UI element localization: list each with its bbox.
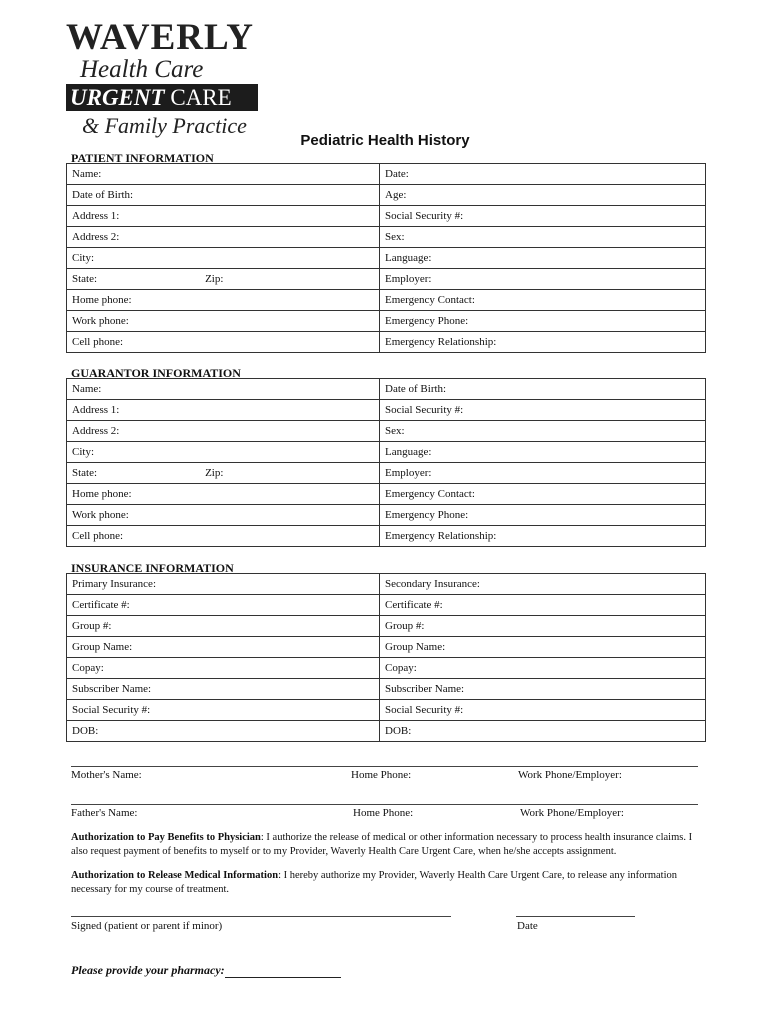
field-label: Subscriber Name: [385, 683, 465, 695]
field-label: Social Security #: [72, 704, 151, 716]
patient-info-table [66, 163, 706, 353]
father-name-label: Father's Name: [71, 807, 138, 819]
mother-home-phone-label: Home Phone: [351, 769, 412, 781]
father-work-phone-label: Work Phone/Employer: [520, 807, 624, 819]
field-label: Employer: [385, 467, 432, 479]
field-cell-right[interactable] [380, 484, 706, 505]
field-label: Emergency Phone: [385, 315, 469, 327]
field-cell-left[interactable] [67, 164, 380, 185]
field-cell-right[interactable] [380, 206, 706, 227]
field-label: Secondary Insurance: [385, 578, 480, 590]
form-row [67, 637, 706, 658]
authorization-release-info [71, 869, 701, 897]
mother-name-label: Mother's Name: [71, 769, 142, 781]
form-row [67, 505, 706, 526]
field-cell-left[interactable] [67, 379, 380, 400]
field-label: Sex: [385, 231, 405, 243]
field-label: Copay: [385, 662, 417, 674]
form-row [67, 400, 706, 421]
form-row [67, 311, 706, 332]
form-row [67, 595, 706, 616]
clinic-logo [66, 17, 258, 141]
guarantor-section-heading: GUARANTOR INFORMATION [71, 366, 241, 380]
auth-pay-text: : I authorize the release of medical or other information necessary to process health insurance claims. I also request payment of benefits to myself or to my Provider, Waverly Health Care Urgent Care, when he/she accepts assignment. [71, 832, 693, 857]
field-label: Home phone: [72, 488, 132, 500]
field-cell-right[interactable] [380, 637, 706, 658]
auth-pay-label: Authorization to Pay Benefits to Physician [71, 832, 261, 843]
field-cell-left[interactable] [67, 421, 380, 442]
field-cell-right[interactable] [380, 311, 706, 332]
field-cell-left[interactable] [67, 400, 380, 421]
field-label: Date of Birth: [72, 189, 134, 201]
field-cell-left[interactable] [67, 269, 380, 290]
field-cell-left[interactable] [67, 505, 380, 526]
field-cell-left[interactable] [67, 700, 380, 721]
insurance-info-table [66, 573, 706, 742]
field-cell-left[interactable] [67, 332, 380, 353]
field-label: Age: [385, 189, 407, 201]
form-row [67, 484, 706, 505]
field-cell-right[interactable] [380, 290, 706, 311]
field-label: City: [72, 446, 95, 458]
form-row [67, 248, 706, 269]
field-label: Emergency Relationship: [385, 530, 497, 542]
field-cell-left[interactable] [67, 248, 380, 269]
field-label: Subscriber Name: [72, 683, 152, 695]
field-cell-left[interactable] [67, 185, 380, 206]
logo-line-urgent-care [66, 84, 258, 111]
form-title: Pediatric Health History [300, 132, 470, 149]
field-label: Social Security #: [385, 210, 464, 222]
logo-urgent: URGENT [70, 85, 165, 110]
form-row [67, 658, 706, 679]
field-label: Primary Insurance: [72, 578, 156, 590]
logo-line-health-care: Health Care [80, 56, 204, 83]
father-info-line[interactable] [71, 804, 698, 805]
field-cell-right[interactable] [380, 379, 706, 400]
field-label: Cell phone: [72, 336, 124, 348]
form-row [67, 227, 706, 248]
form-row [67, 164, 706, 185]
field-label: City: [72, 252, 95, 264]
field-label: Emergency Contact: [385, 488, 475, 500]
field-label: Emergency Phone: [385, 509, 469, 521]
father-home-phone-label: Home Phone: [353, 807, 414, 819]
field-cell-left[interactable] [67, 463, 380, 484]
authorization-pay-benefits [71, 831, 701, 859]
field-cell-right[interactable] [380, 332, 706, 353]
field-cell-right[interactable] [380, 595, 706, 616]
field-cell-right[interactable] [380, 227, 706, 248]
field-label: Group #: [385, 620, 425, 632]
form-row [67, 290, 706, 311]
field-label: Group Name: [72, 641, 133, 653]
field-label: DOB: [72, 725, 99, 737]
logo-care: CARE [170, 85, 232, 110]
field-cell-left[interactable] [67, 311, 380, 332]
field-cell-right[interactable] [380, 164, 706, 185]
field-label: State: [72, 273, 98, 285]
date-label: Date [517, 920, 538, 932]
field-cell-right[interactable] [380, 248, 706, 269]
field-label: Language: [385, 252, 432, 264]
form-row [67, 616, 706, 637]
field-cell-left[interactable] [67, 658, 380, 679]
field-cell-left[interactable] [67, 595, 380, 616]
form-row [67, 379, 706, 400]
field-cell-left[interactable] [67, 227, 380, 248]
field-cell-left[interactable] [67, 206, 380, 227]
field-label: Group #: [72, 620, 112, 632]
insurance-section-heading: INSURANCE INFORMATION [71, 561, 234, 575]
form-row [67, 206, 706, 227]
form-row [67, 574, 706, 595]
field-label: Employer: [385, 273, 432, 285]
field-label: Name: [72, 168, 102, 180]
field-label: Work phone: [72, 315, 129, 327]
form-row [67, 442, 706, 463]
field-label: Name: [72, 383, 102, 395]
signed-label: Signed (patient or parent if minor) [71, 920, 223, 932]
field-cell-left[interactable] [67, 616, 380, 637]
field-label: Copay: [72, 662, 104, 674]
mother-info-line[interactable] [71, 766, 698, 767]
field-cell-left[interactable] [67, 484, 380, 505]
form-row [67, 332, 706, 353]
field-cell-right[interactable] [380, 442, 706, 463]
field-cell-left[interactable] [67, 442, 380, 463]
form-row [67, 721, 706, 742]
field-cell-right[interactable] [380, 679, 706, 700]
patient-section-heading: PATIENT INFORMATION [71, 151, 214, 165]
pharmacy-field[interactable] [225, 965, 341, 978]
zip-label: Zip: [205, 467, 224, 479]
pharmacy-prompt [71, 963, 341, 978]
field-cell-right[interactable] [380, 185, 706, 206]
field-label: Certificate #: [385, 599, 443, 611]
field-label: Address 1: [72, 404, 120, 416]
field-cell-right[interactable] [380, 721, 706, 742]
field-cell-left[interactable] [67, 637, 380, 658]
form-row [67, 463, 706, 484]
field-cell-right[interactable] [380, 658, 706, 679]
field-cell-right[interactable] [380, 400, 706, 421]
zip-label: Zip: [205, 273, 224, 285]
field-label: Home phone: [72, 294, 132, 306]
field-label: Group Name: [385, 641, 446, 653]
field-cell-left[interactable] [67, 526, 380, 547]
field-cell-right[interactable] [380, 505, 706, 526]
form-row [67, 526, 706, 547]
field-cell-right[interactable] [380, 463, 706, 484]
field-cell-right[interactable] [380, 269, 706, 290]
field-label: Emergency Contact: [385, 294, 475, 306]
date-line[interactable] [516, 916, 635, 917]
form-row [67, 700, 706, 721]
field-cell-right[interactable] [380, 616, 706, 637]
field-label: Work phone: [72, 509, 129, 521]
field-label: Social Security #: [385, 704, 464, 716]
field-cell-left[interactable] [67, 290, 380, 311]
field-label: Cell phone: [72, 530, 124, 542]
field-cell-left[interactable] [67, 721, 380, 742]
pharmacy-label: Please provide your pharmacy: [71, 963, 225, 977]
auth-release-label: Authorization to Release Medical Information [71, 870, 279, 881]
mother-work-phone-label: Work Phone/Employer: [518, 769, 622, 781]
field-cell-right[interactable] [380, 574, 706, 595]
field-label: Date: [385, 168, 409, 180]
field-cell-left[interactable] [67, 574, 380, 595]
field-label: Address 2: [72, 425, 120, 437]
field-label: Social Security #: [385, 404, 464, 416]
field-label: Date of Birth: [385, 383, 447, 395]
form-row [67, 679, 706, 700]
field-label: Emergency Relationship: [385, 336, 497, 348]
field-label: Address 1: [72, 210, 120, 222]
field-cell-right[interactable] [380, 526, 706, 547]
field-cell-right[interactable] [380, 421, 706, 442]
form-row [67, 269, 706, 290]
guarantor-info-table [66, 378, 706, 547]
form-row [67, 185, 706, 206]
field-label: DOB: [385, 725, 412, 737]
auth-release-text: : I hereby authorize my Provider, Waverly Health Care Urgent Care, to release any information necessary for my course of treatment. [71, 870, 678, 895]
form-row [67, 421, 706, 442]
field-label: Language: [385, 446, 432, 458]
field-cell-right[interactable] [380, 700, 706, 721]
logo-line-family-practice: & Family Practice [82, 113, 247, 138]
field-cell-left[interactable] [67, 679, 380, 700]
signature-line[interactable] [71, 916, 451, 917]
field-label: Certificate #: [72, 599, 130, 611]
field-label: Sex: [385, 425, 405, 437]
field-label: State: [72, 467, 98, 479]
logo-line-waverly: WAVERLY [66, 17, 254, 58]
field-label: Address 2: [72, 231, 120, 243]
